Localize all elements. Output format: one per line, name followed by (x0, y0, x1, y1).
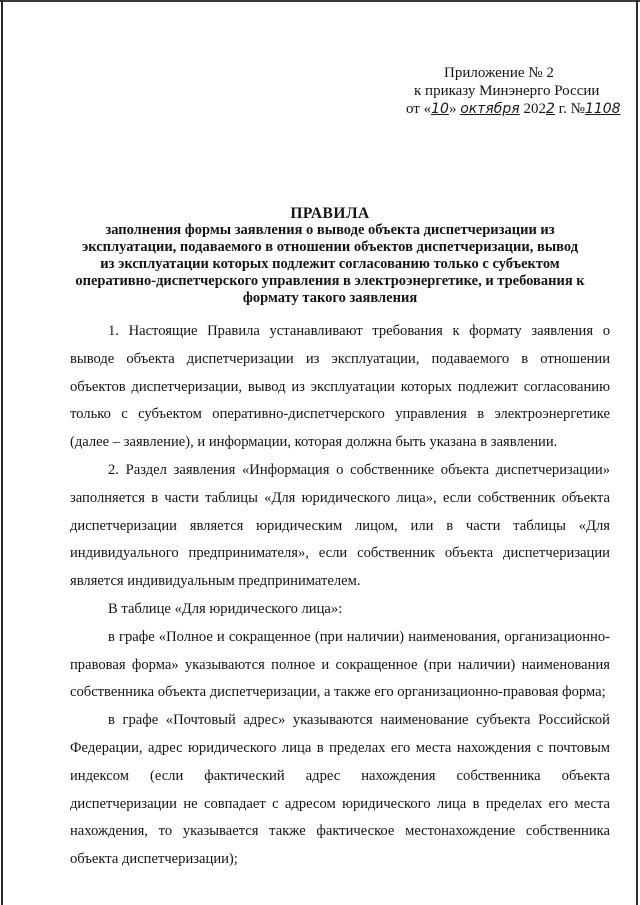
annex-date-prefix: от « (406, 101, 432, 117)
annex-year-prefix: 202 (519, 101, 546, 117)
annex-line-2: к приказу Минэнерго России (414, 83, 600, 99)
paragraph-1: 1. Настоящие Правила устанавливают требования к формату заявления о выводе объекта диспетчеризации из эксплуатации, подаваемого в отношении объектов диспетчеризации, вывод из эксплуатации которых подлежит согласованию только с субъектом оперативно-диспетчерского управления в электроэнергетике (далее – заявление), и информации, которая должна быть указана в заявлении. (70, 323, 610, 451)
subtitle-line: из эксплуатации которых подлежит согласованию только с субъектом (100, 256, 560, 272)
annex-date-mid: » (448, 101, 461, 117)
scan-edge-right (636, 0, 638, 905)
paragraph-5: в графе «Почтовый адрес» указываются наименование субъекта Российской Федерации, адрес юридического лица в пределах его места нахождения с почтовым индексом (если фактический адрес нахождения собственника объекта диспетчеризации не совпадает с адресом юридического лица в пределах его места нахождения, то указывается также фактическое местонахождение собственника объекта диспетчеризации); (70, 712, 610, 868)
annex-day-handwritten: 10 (431, 101, 449, 117)
annex-line-1: Приложение № 2 (444, 65, 554, 81)
subtitle-line: эксплуатации, подаваемого в отношении объектов диспетчеризации, вывод (81, 239, 579, 255)
paragraph-3: В таблице «Для юридического лица»: (108, 600, 343, 617)
scan-edge-left (1, 0, 3, 905)
annex-block (380, 64, 621, 118)
paragraph-2: 2. Раздел заявления «Информация о собственнике объекта диспетчеризации» заполняется в части таблицы «Для юридического лица», если собственник объекта диспетчеризации является юридическим лицом, или в части таблицы «Для индивидуального предпринимателя», если собственник объекта диспетчеризации является индивидуальным предпринимателем. (70, 461, 610, 590)
subtitle-line: заполнения формы заявления о выводе объекта диспетчеризации из (105, 222, 555, 238)
document-title: ПРАВИЛА (290, 205, 370, 222)
annex-year-handwritten: 2 (545, 101, 555, 117)
paragraph-4: в графе «Полное и сокращенное (при наличии) наименования, организационно-правовая форма» указываются полное и сокращенное (при наличии) наименования собственника объекта диспетчеризации, а также его организационно-правовая форма; (70, 628, 610, 701)
document-body (70, 318, 610, 874)
subtitle-line: оперативно-диспетчерского управления в электроэнергетике, и требования к (75, 273, 585, 289)
document-subtitle (60, 222, 600, 307)
annex-month-handwritten: октября (460, 101, 520, 117)
annex-number-label: г. № (554, 101, 585, 117)
annex-order-number-handwritten: 1108 (584, 101, 621, 117)
subtitle-line: формату такого заявления (242, 290, 418, 306)
annex-line-3 (380, 100, 621, 118)
scan-edge-top (0, 0, 640, 2)
